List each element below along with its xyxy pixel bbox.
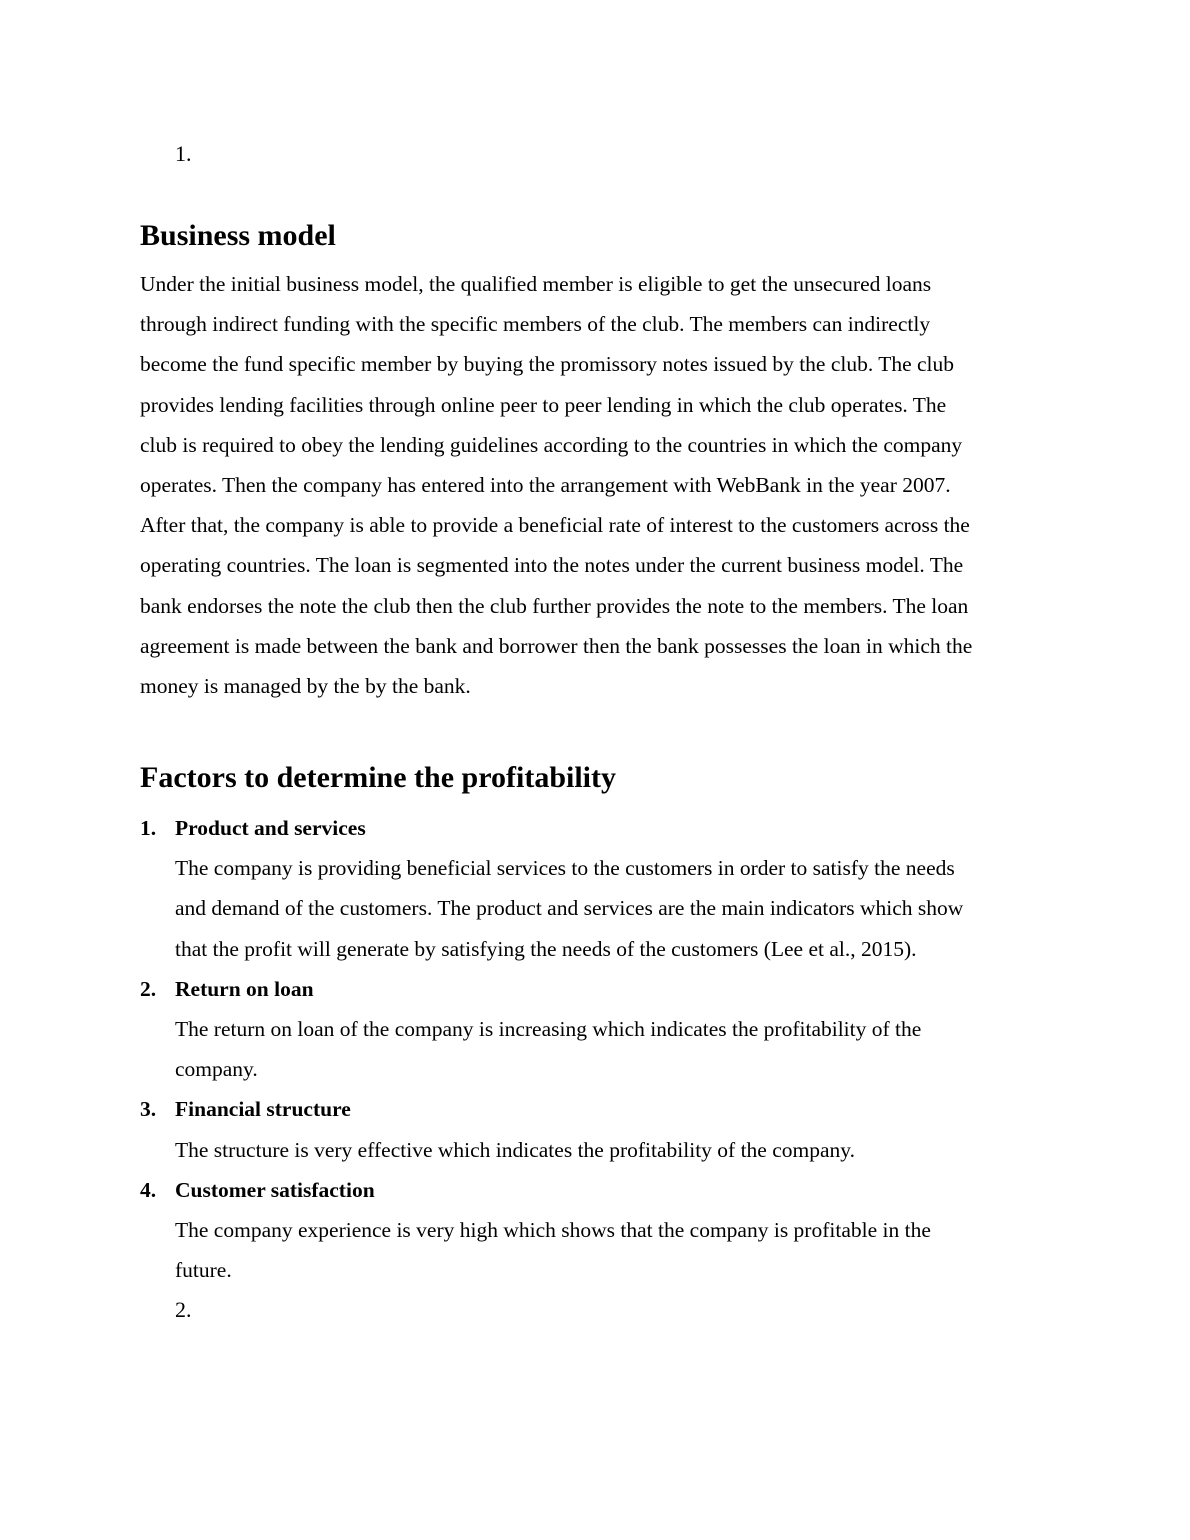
business-model-paragraph	[140, 264, 1055, 706]
factor-number: 2.	[140, 976, 157, 1001]
factor-line: The company is providing beneficial services to the customers in order to satisfy the needs	[175, 856, 955, 881]
paragraph-line: money is managed by the by the bank.	[140, 674, 471, 699]
factor-line: and demand of the customers. The product and services are the main indicators which show	[175, 896, 964, 921]
paragraph-line: After that, the company is able to provide a beneficial rate of interest to the customers across the	[140, 513, 970, 538]
factor-line: company.	[175, 1057, 258, 1082]
factor-line: future.	[175, 1258, 232, 1283]
factor-title: Return on loan	[175, 976, 314, 1001]
business-model-heading: Business model	[140, 219, 336, 252]
factor-line: that the profit will generate by satisfying the needs of the customers (Lee et al., 2015).	[175, 936, 917, 961]
factor-title: Product and services	[175, 816, 366, 840]
factor-item-customer-satisfaction	[140, 1170, 1055, 1291]
factor-number: 3.	[140, 1097, 157, 1122]
factor-number: 4.	[140, 1177, 157, 1202]
paragraph-line: operating countries. The loan is segmented into the notes under the current business model. The	[140, 553, 964, 578]
factor-line: The return on loan of the company is increasing which indicates the profitability of the	[175, 1017, 922, 1042]
factors-list	[140, 808, 1055, 1290]
paragraph-line: through indirect funding with the specific members of the club. The members can indirectly	[140, 312, 931, 337]
factor-item-financial-structure	[140, 1089, 1055, 1169]
factor-description	[140, 1210, 1055, 1290]
factor-description	[140, 1130, 1055, 1170]
paragraph-line: operates. Then the company has entered into the arrangement with WebBank in the year 2007.	[140, 473, 951, 498]
factor-title: Financial structure	[175, 1097, 351, 1122]
paragraph-line: agreement is made between the bank and borrower then the bank possesses the loan in which the	[140, 633, 973, 658]
paragraph-line: become the fund specific member by buying the promissory notes issued by the club. The club	[140, 352, 955, 377]
paragraph-line: bank endorses the note the club then the club further provides the note to the members. The loan	[140, 593, 969, 618]
factor-line: The structure is very effective which indicates the profitability of the company.	[175, 1137, 856, 1162]
paragraph-line: Under the initial business model, the qualified member is eligible to get the unsecured loans	[140, 272, 932, 296]
paragraph-line: club is required to obey the lending guidelines according to the countries in which the company	[140, 432, 963, 457]
factor-description	[140, 848, 1055, 969]
list-marker-top: 1.	[175, 141, 192, 166]
factor-number: 1.	[140, 816, 157, 840]
list-marker-bottom: 2.	[175, 1297, 192, 1322]
factor-item-product-and-services	[140, 808, 1055, 969]
factor-title: Customer satisfaction	[175, 1177, 375, 1202]
factors-heading: Factors to determine the profitability	[140, 761, 617, 794]
factor-description	[140, 1009, 1055, 1089]
factor-line: The company experience is very high which shows that the company is profitable in the	[175, 1218, 931, 1243]
paragraph-line: provides lending facilities through online peer to peer lending in which the club operates. The	[140, 392, 947, 417]
factor-item-return-on-loan	[140, 969, 1055, 1090]
